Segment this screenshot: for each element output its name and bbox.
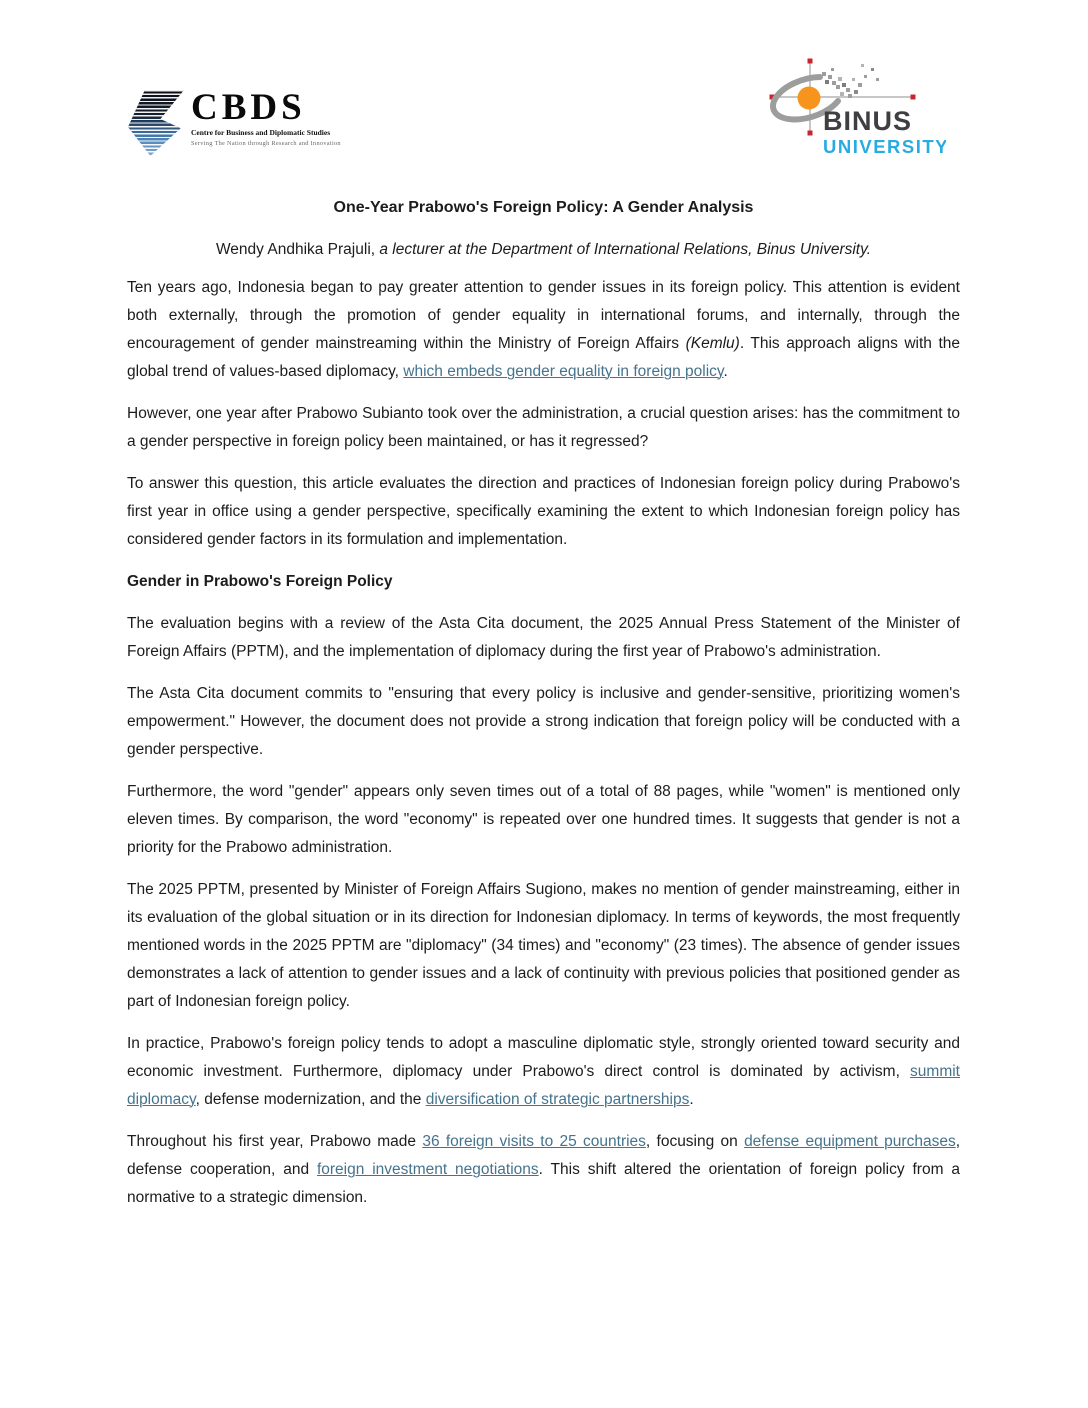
text-run: , focusing on: [645, 1133, 745, 1150]
text-run: , defense modernization, and the: [195, 1091, 426, 1108]
cbds-logo-text: [191, 87, 341, 148]
paragraph-2: [127, 400, 960, 456]
italic-run: a lecturer at the Department of International Relations, Binus University.: [379, 241, 872, 258]
italic-run: (Kemlu): [685, 335, 740, 352]
text-run: .: [723, 363, 728, 380]
text-run: In practice, Prabowo's foreign policy tends to adopt a masculine diplomatic style, strongly oriented toward security and economic investment. Furthermore, diplomacy under Prabowo's direct control is dominated by activism,: [127, 1035, 960, 1080]
text-run: However, one year after Prabowo Subianto took over the administration, a crucial question arises: has the commitment to a gender perspective in foreign policy been maintained, or has it regressed?: [127, 405, 960, 450]
paragraph-5: [127, 680, 960, 764]
text-run: Ten years ago, Indonesia began to pay greater attention to gender issues in its foreign policy. This attention is evident both externally, through the promotion of gender equality in international forums, and internally, through the encouragement of gender mainstreaming within the Ministry of Foreign Affairs: [127, 279, 960, 352]
red-node-dot: [808, 59, 813, 64]
paragraph-4: [127, 610, 960, 666]
pixel-scatter: [822, 64, 879, 98]
article-title: One-Year Prabowo's Foreign Policy: A Gender Analysis: [333, 199, 754, 216]
text-run: To answer this question, this article evaluates the direction and practices of Indonesian foreign policy during Prabowo's first year in office using a gender perspective, specifically examining the extent to which Indonesian foreign policy has considered gender factors in its formulation and implementation.: [127, 475, 960, 548]
text-run: Throughout his first year, Prabowo made: [127, 1133, 423, 1150]
paragraph-9: [127, 1128, 960, 1212]
text-run: Furthermore, the word "gender" appears only seven times out of a total of 88 pages, while "women" is mentioned only eleven times. By comparison, the word "economy" is repeated over one hundred times. It suggests that gender is not a priority for the Prabowo administration.: [127, 783, 960, 856]
text-run: .: [689, 1091, 694, 1108]
inline-link[interactable]: foreign investment negotiations: [316, 1161, 539, 1178]
cbds-logo: [128, 87, 341, 156]
paragraph-7: [127, 876, 960, 1016]
university-wordmark: UNIVERSITY: [823, 136, 946, 157]
paragraph-1: [127, 274, 960, 386]
orange-globe-icon: [798, 87, 821, 110]
paragraph-6: [127, 778, 960, 862]
paragraph-8: [127, 1030, 960, 1114]
red-node-dot: [911, 95, 916, 100]
inline-link[interactable]: 36 foreign visits to 25 countries: [422, 1133, 646, 1150]
cbds-acronym: CBDS: [191, 87, 306, 128]
cbds-striped-chevron-icon: [128, 90, 184, 156]
inline-link[interactable]: which embeds gender equality in foreign policy: [403, 363, 724, 380]
article-byline: [127, 239, 960, 260]
binus-logo-graphic: [768, 50, 946, 160]
text-run: The Asta Cita document commits to "ensuring that every policy is inclusive and gender-sensitive, prioritizing women's empowerment." However, the document does not provide a strong indication that foreign policy will be conducted with a gender perspective.: [127, 685, 960, 758]
text-run: . This approach aligns with the global trend of values-based diplomacy,: [127, 335, 960, 380]
inline-link[interactable]: diversification of strategic partnerships: [425, 1091, 690, 1108]
text-run: , defense cooperation, and: [127, 1133, 961, 1178]
text-run: . This shift altered the orientation of foreign policy from a normative to a strategic dimension.: [127, 1161, 960, 1206]
inline-link[interactable]: defense equipment purchases: [744, 1133, 956, 1150]
red-node-dot: [808, 131, 813, 136]
binus-university-logo: [768, 50, 946, 165]
text-run: Wendy Andhika Prajuli,: [215, 241, 380, 258]
text-run: The evaluation begins with a review of the Asta Cita document, the 2025 Annual Press Statement of the Minister of Foreign Affairs (PPTM), and the implementation of diplomacy during the first year of Prabowo's administration.: [127, 615, 960, 660]
paragraph-3: [127, 470, 960, 554]
text-run: The 2025 PPTM, presented by Minister of Foreign Affairs Sugiono, makes no mention of gender mainstreaming, either in its evaluation of the global situation or in its direction for Indonesian diplomacy. In terms of keywords, the most frequently mentioned words in the 2025 PPTM are "diplomacy" (34 times) and "economy" (23 times). The absence of gender issues demonstrates a lack of attention to gender issues and a lack of continuity with previous policies that positioned gender as part of Indonesian foreign policy.: [127, 881, 960, 1010]
section-heading: Gender in Prabowo's Foreign Policy: [127, 573, 393, 590]
cbds-tagline: Serving The Nation through Research and Innovation: [191, 140, 341, 147]
article-body: [127, 197, 960, 1212]
binus-wordmark: BINUS: [823, 106, 913, 136]
cbds-full-name: Centre for Business and Diplomatic Studies: [191, 128, 331, 137]
inline-link[interactable]: summit diplomacy: [127, 1063, 960, 1108]
